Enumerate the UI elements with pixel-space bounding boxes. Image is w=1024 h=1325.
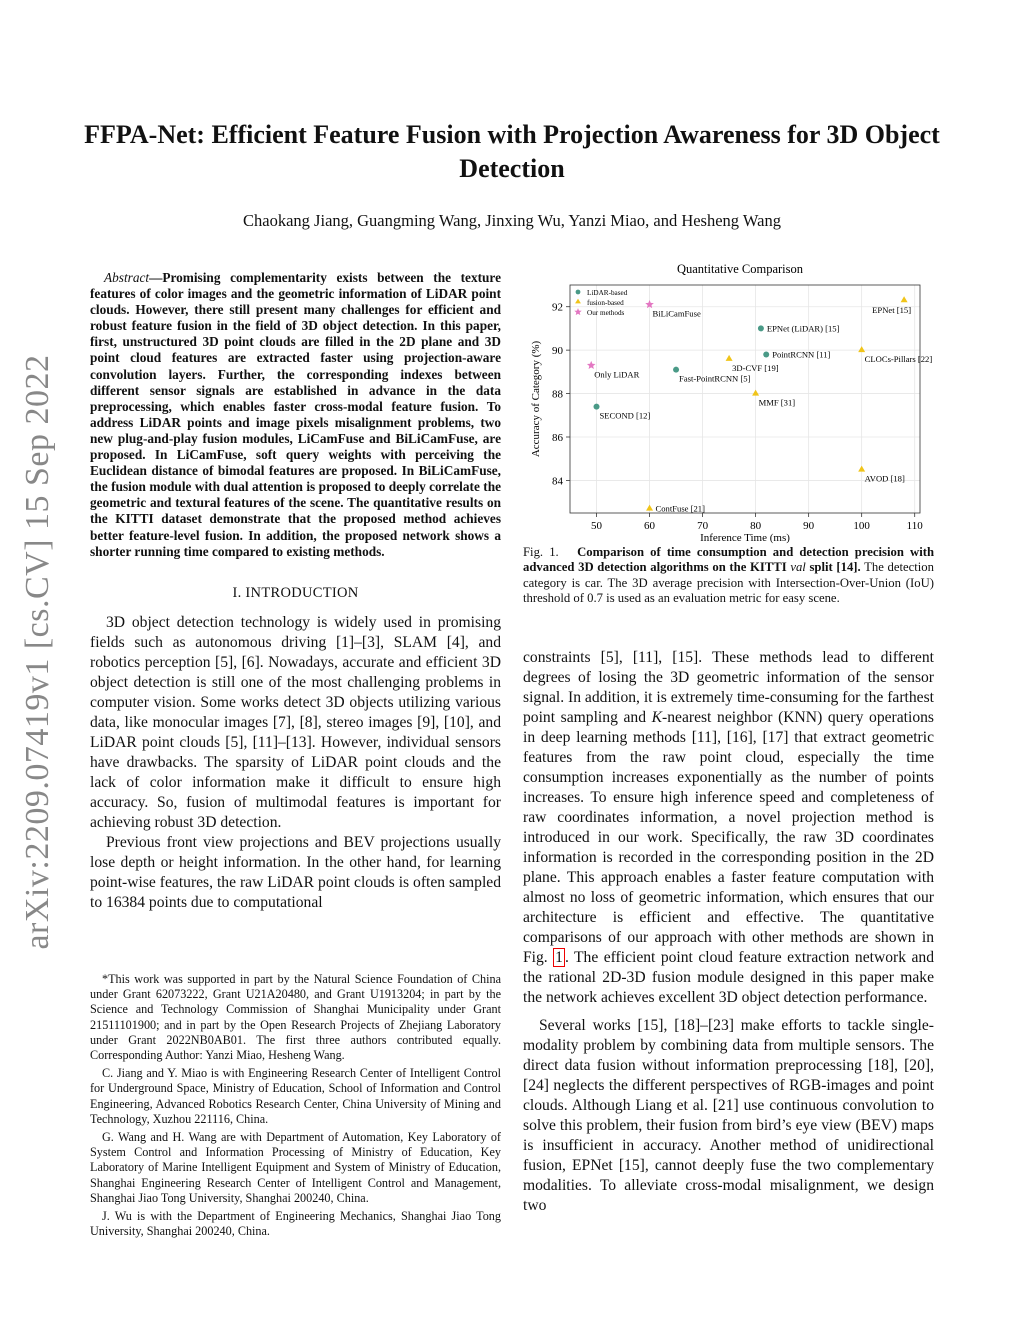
caption-val: val — [790, 560, 806, 575]
para3-k: K — [651, 709, 663, 726]
legend-marker-fusion-based — [575, 299, 581, 304]
intro-paragraph-1: 3D object detection technology is widely used in promising fields such as autonomous driving [1]–[3], SLAM [4], and robotics perception [5], [6]. Nowadays, accurate and efficient 3D object detection is still one of the most challenging problems in computer vision. Some works detect 3D objects utilizing various data, like monocular images [7], [8], stereo images [9], [10], and LiDAR point clouds [5], [11]–[13]. However, individual sensors have drawbacks. The sparsity of LiDAR point clouds and the lack of color information make it difficult to ensure high accuracy. So, fusion of multimodal features is important for achieving robust 3D detection. — [90, 613, 501, 831]
caption-bold-a: Comparison of time consumption and detection precision with advanced 3D detection algorithms on the KITTI — [523, 545, 934, 575]
legend-marker-lidar-based — [576, 290, 581, 295]
label-clocs-pillars-22: CLOCs-Pillars [22] — [864, 354, 933, 365]
label-contfuse-21: ContFuse [21] — [655, 503, 705, 514]
label-pointrcnn-11: PointRCNN [11] — [772, 349, 831, 360]
label-only-lidar: Only LiDAR — [594, 369, 640, 380]
figure-1 — [520, 259, 940, 544]
legend-marker-our-methods — [574, 308, 581, 315]
x-tick-label: 90 — [803, 520, 815, 532]
y-tick-label: 88 — [552, 388, 563, 401]
point-epnet-15 — [901, 296, 908, 302]
footnote-affiliation-sjtu-automation: G. Wang and H. Wang are with Department of Automation, Key Laboratory of System Control and Information Processing of Ministry of Education, Key Laboratory of Marine Intelligent Equipment and System of Ministry of Education, Shanghai Engineering Research Center of Intelligent Control and Management, Shanghai Jiao Tong University, Shanghai 200240, China. — [90, 1130, 501, 1205]
point-contfuse-21 — [646, 505, 653, 511]
right-column — [523, 648, 934, 1216]
footnote-affiliation-sjtu-mechanics: J. Wu is with the Department of Engineering Mechanics, Shanghai Jiao Tong University, Shanghai 200240, China. — [90, 1209, 501, 1239]
x-tick-label: 110 — [906, 520, 923, 532]
caption-label: Fig. 1. — [523, 545, 559, 559]
point-second-12 — [594, 404, 600, 410]
y-axis-label: Accuracy of Category (%) — [530, 340, 542, 458]
scatter-chart — [520, 259, 940, 544]
data-points — [587, 296, 932, 513]
point-pointrcnn-11 — [763, 351, 769, 357]
y-tick-label: 84 — [552, 475, 563, 488]
x-tick-label: 50 — [591, 520, 603, 532]
abstract-dash: — — [149, 270, 163, 285]
x-tick-label: 80 — [750, 520, 762, 532]
x-tick-label: 100 — [853, 520, 870, 532]
point-epnet-lidar-15 — [758, 325, 764, 331]
abstract-label: Abstract — [104, 270, 150, 285]
arxiv-side-identifier — [18, 352, 58, 952]
paper-authors: Chaokang Jiang, Guangming Wang, Jinxing Wu, Yanzi Miao, and Hesheng Wang — [243, 211, 781, 230]
label-fast-pointrcnn-5: Fast-PointRCNN [5] — [679, 373, 751, 384]
point-only-lidar — [587, 361, 596, 369]
figure-1-caption — [523, 545, 934, 607]
y-tick-label: 90 — [552, 345, 563, 358]
point-mmf-31 — [752, 390, 759, 396]
intro-paragraph-4: Several works [15], [18]–[23] make efforts to tackle single-modality problem by combining data from multiple sensors. The direct data fusion without information preprocessing [18], [20], [24] neglects the different perspectives of RGB-images and point clouds. Although Liang et al. [21] use continuous convolution to solve this problem, their fusion from bird’s eye view (BEV) maps is insufficient in accuracy. Another method of unidirectional fusion, EPNet [15], cannot deeply fuse the two complementary modalities. To alleviate cross-modal misalignment, we design two — [523, 1017, 934, 1214]
caption-bold-b: split [14]. — [805, 560, 861, 575]
x-axis-label: Inference Time (ms) — [700, 532, 790, 544]
x-tick-label: 60 — [644, 520, 656, 532]
figure-1-link[interactable]: 1 — [555, 949, 563, 966]
caption-rest: The detection category is car. The 3D average precision with Intersection-Over-Union (IoU) threshold of 0.7 is used as an evaluation metric for easy scene. — [523, 560, 934, 606]
y-tick-label: 92 — [552, 301, 563, 314]
chart-title: Quantitative Comparison — [676, 262, 804, 276]
footnote-funding: *This work was supported in part by the Natural Science Foundation of China under Grant 62073222, Grant U21A20480, and Grant U1913204; in part by the Science and Technology Commission of Shanghai Municipality under Grant 21511101900; and in part by the Open Research Projects of Zhejiang Laboratory under Grant 2022NB0AB01. The first three authors contributed equally. Corresponding Author: Yanzi Miao, Hesheng Wang. — [90, 972, 501, 1063]
legend-label: Our methods — [587, 309, 625, 317]
point-3d-cvf-19 — [726, 355, 733, 361]
para3-part-c: . The efficient point cloud feature extraction network and the rational 2D-3D fusion module designed in this paper make the network achieves excellent 3D object detection performance. — [523, 949, 934, 1006]
para3-part-b: -nearest neighbor (KNN) query operations in deep learning methods [11], [16], [17] that extract geometric features from the raw point cloud, especially the time consumption increases exponentially as the number of points increases. To ensure high inference speed and completeness of raw coordinates information, a novel projection method is introduced in our work. Specifically, the raw 3D coordinates information is recorded in the corresponding position in the 2D plane. This approach enables a faster feature computation with almost no loss of geometric information, which ensures that our architecture is efficient and effective. The quantitative comparisons of our approach with other methods are shown in Fig. — [523, 709, 934, 966]
legend-label: LiDAR-based — [587, 289, 628, 297]
paper-title: FFPA-Net: Efficient Feature Fusion with Projection Awareness for 3D Object Detection — [84, 120, 940, 183]
footnotes — [90, 972, 501, 1242]
y-tick-label: 86 — [552, 432, 563, 444]
label-epnet-lidar-15: EPNet (LiDAR) [15] — [766, 323, 840, 334]
intro-paragraph-3 — [523, 648, 934, 1008]
point-fast-pointrcnn-5 — [673, 367, 679, 373]
point-avod-18 — [858, 466, 865, 472]
chart-legend — [574, 289, 627, 317]
para3-part-a: constraints [5], [11], [15]. These methods lead to different degrees of losing the 3D geometric information of the sensor signal. In addition, it is extremely time-consuming for the farthest point sampling and — [523, 649, 934, 726]
point-clocs-pillars-22 — [858, 346, 865, 352]
arxiv-id-text: arXiv:2209.07419v1 [cs.CV] 15 Sep 2022 — [19, 354, 56, 950]
label-3d-cvf-19: 3D-CVF [19] — [732, 362, 779, 373]
label-bilicamfuse: BiLiCamFuse — [652, 308, 701, 319]
abstract — [90, 270, 501, 560]
intro-paragraph-2: Previous front view projections and BEV projections usually lose depth or height information. In the other hand, for learning point-wise features, the raw LiDAR point clouds is often sampled to 16384 points due to computational — [90, 833, 501, 911]
legend-label: fusion-based — [587, 299, 624, 307]
x-tick-label: 70 — [697, 520, 709, 532]
label-mmf-31: MMF [31] — [758, 397, 796, 408]
footnote-affiliation-cumt: C. Jiang and Y. Miao is with Engineering Research Center of Intelligent Control for Underground Space, Ministry of Education, School of Information and Control Engineering, Advanced Robotics Research Center, China University of Mining and Technology, Xuzhou 221116, China. — [90, 1066, 501, 1126]
label-second-12: SECOND [12] — [599, 410, 651, 421]
label-avod-18: AVOD [18] — [864, 473, 905, 484]
left-column — [90, 270, 501, 913]
abstract-text: Promising complementarity exists between the texture features of color images and the geometric information of LiDAR point clouds. However, there still present many challenges for efficient and robust feature fusion in the field of 3D object detection. In this paper, first, unstructured 3D point clouds are filled in the 2D plane and 3D point cloud features are extracted faster using projection-aware convolution layers. Further, the corresponding indexes between different sensor signals are established in advance in the data preprocessing, which enables faster cross-modal feature fusion. To address LiDAR points and image pixels misalignment problems, two new plug-and-play fusion modules, LiCamFuse and BiLiCamFuse, are proposed. In LiCamFuse, soft query weights with perceiving the Euclidean distance of bimodal features are proposed. In BiLiCamFuse, the fusion module with dual attention is proposed to deeply correlate the geometric and textural features of the scene. The quantitative results on the KITTI dataset demonstrate that the proposed method achieves better feature-level fusion. In addition, the proposed network shows a shorter running time compared to existing methods. — [90, 270, 501, 559]
label-epnet-15: EPNet [15] — [872, 305, 912, 316]
section-heading-introduction: I. INTRODUCTION — [232, 584, 359, 601]
